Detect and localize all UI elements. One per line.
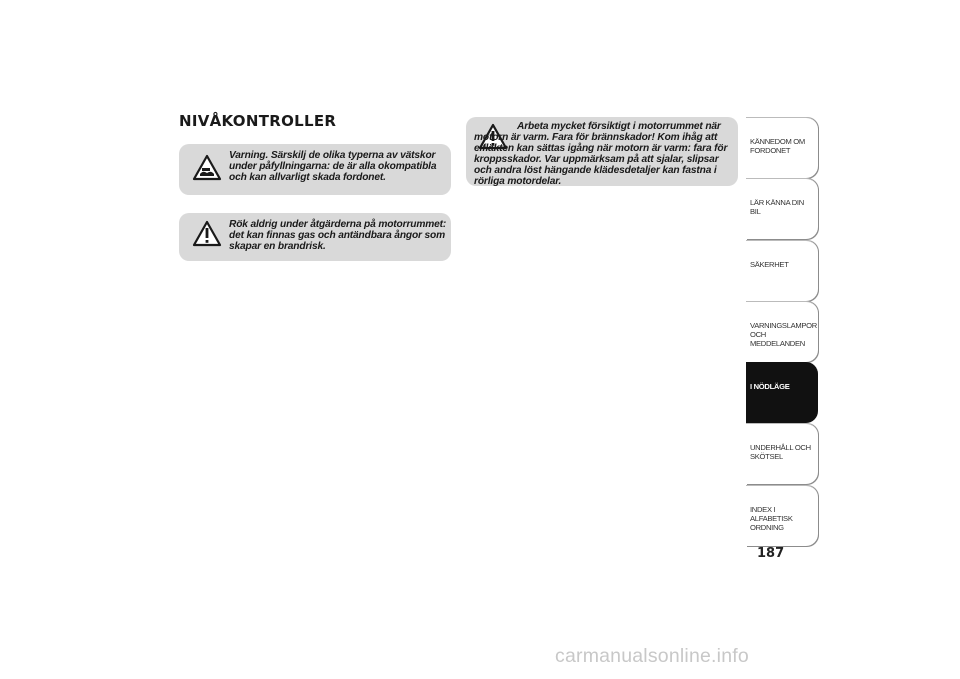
chapter-tabs (746, 117, 818, 546)
warning-box-smoking (179, 213, 451, 261)
watermark: carmanualsonline.info (555, 645, 749, 667)
tab-varningslampor[interactable]: VARNINGSLAMPOR OCH MEDDELANDEN (746, 301, 818, 362)
tab-lar-kanna-din-bil[interactable]: LÄR KÄNNA DIN BIL (746, 178, 818, 239)
section-title: NIVÅKONTROLLER (179, 112, 337, 130)
warning-text: Arbeta mycket försiktigt i motorrummet när motorn är varm. Fara för brännskador! Kom ihåg att elfläkten kan sättas igång när motorn är varm: fara för kroppsskador. Var uppmärksam på att sjalar, slipsar och andra löst hängande klädesdetaljer kan fastna i rörliga motordelar. (474, 121, 728, 187)
tab-sakerhet[interactable]: SÄKERHET (746, 240, 818, 301)
tab-underhall-och-skotsel[interactable]: UNDERHÅLL OCH SKÖTSEL (746, 423, 818, 484)
warning-text: Rök aldrig under åtgärderna på motorrummet: det kan finnas gas och antändbara ångor som skapar en brandrisk. (229, 219, 447, 252)
warning-box-hot-engine (466, 117, 738, 186)
tab-kannedom-om-fordonet[interactable]: KÄNNEDOM OM FORDONET (746, 117, 818, 178)
warning-triangle-icon (192, 220, 222, 247)
page-number: 187 (757, 546, 785, 561)
tab-i-nodlage[interactable]: I NÖDLÄGE (746, 362, 818, 423)
tab-index[interactable]: INDEX I ALFABETISK ORDNING (746, 485, 818, 546)
warning-box-fluids (179, 144, 451, 195)
fluid-warning-icon (192, 154, 222, 181)
warning-text: Varning. Särskilj de olika typerna av vätskor under påfyllningarna: de är alla okompatibla och kan allvarligt skada fordonet. (229, 150, 437, 183)
